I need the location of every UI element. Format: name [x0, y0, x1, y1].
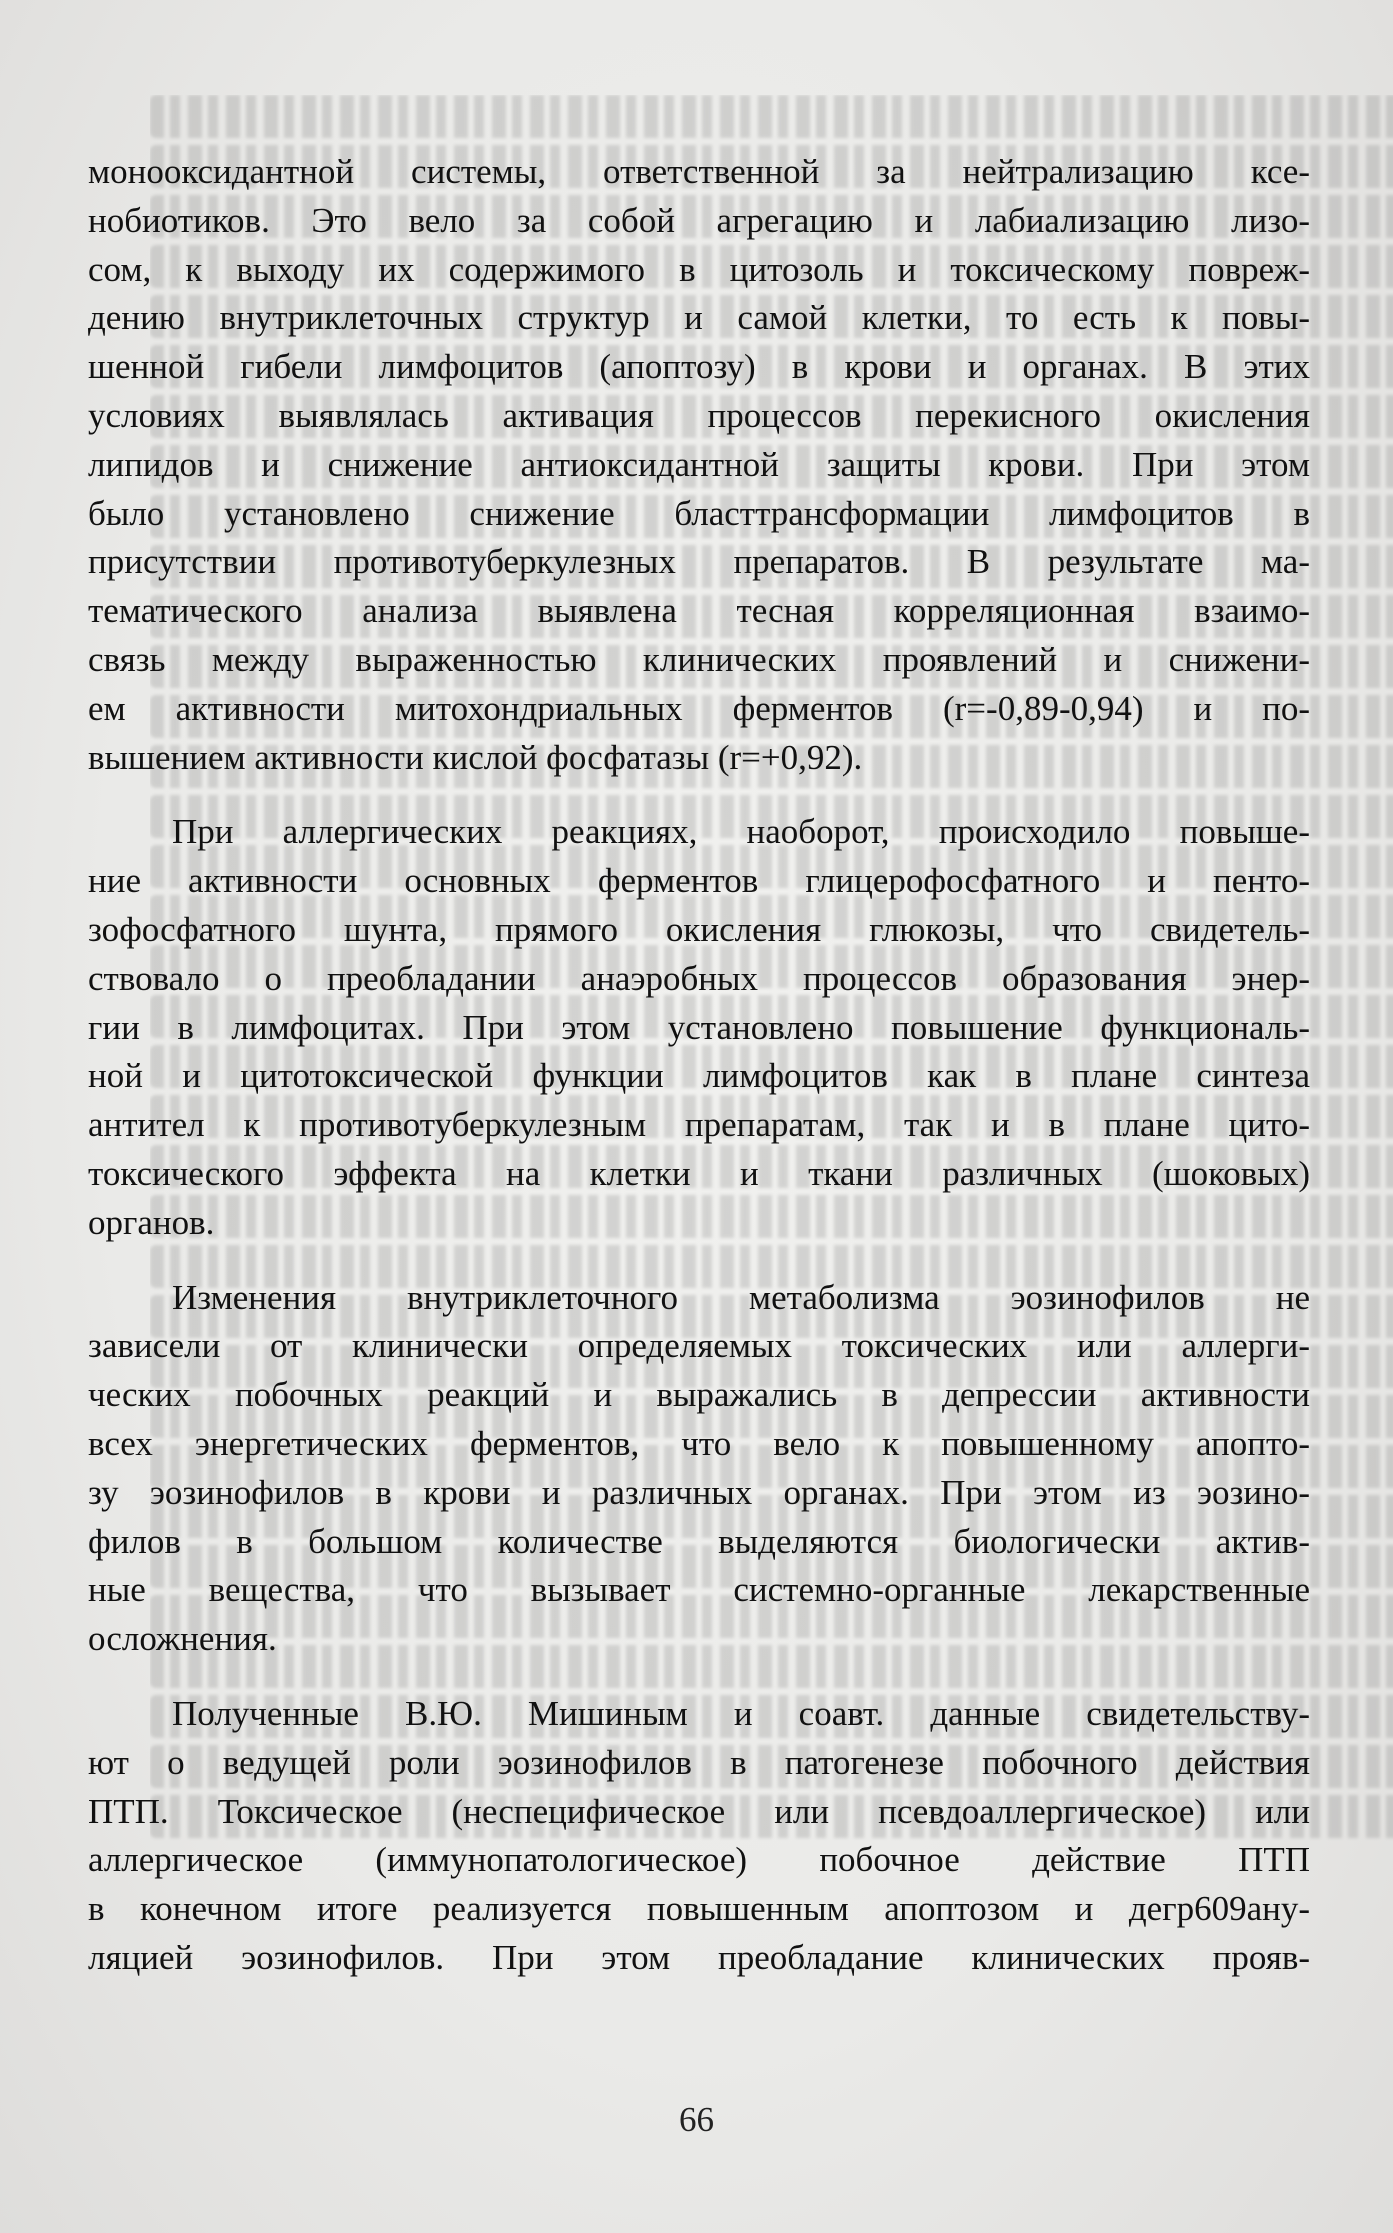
body-text [88, 148, 1310, 1983]
text-line: в конечном итоге реализуется повышенным апоптозом и дегр609ану- [88, 1889, 1310, 1929]
text-line: ческих побочных реакций и выражались в депрессии активности [88, 1375, 1310, 1415]
text-line: липидов и снижение антиоксидантной защиты крови. При этом [88, 444, 1310, 484]
text-line: зу эозинофилов в крови и различных органах. При этом из эозино- [88, 1472, 1310, 1512]
text-line: ем активности митохондриальных ферментов (r=-0,89-0,94) и по- [88, 688, 1310, 728]
text-line: присутствии противотуберкулезных препаратов. В результате ма- [88, 542, 1310, 582]
paragraph [88, 148, 1310, 782]
text-line: всех энергетических ферментов, что вело к повышенному апопто- [88, 1423, 1310, 1463]
text-line: нобиотиков. Это вело за собой агрегацию и лабиализацию лизо- [88, 200, 1310, 240]
text-line: зофосфатного шунта, прямого окисления глюкозы, что свидетель- [88, 909, 1310, 949]
text-line: органов. [88, 1202, 215, 1242]
text-line: гии в лимфоцитах. При этом установлено повышение функциональ- [88, 1007, 1310, 1047]
paragraph [88, 1690, 1310, 1983]
paragraph [88, 808, 1310, 1247]
text-line: антител к противотуберкулезным препаратам, так и в плане цито- [88, 1105, 1310, 1145]
text-line: ствовало о преобладании анаэробных процессов образования энер- [88, 958, 1310, 998]
text-line: условиях выявлялась активация процессов перекисного окисления [88, 395, 1310, 435]
text-line: ляцией эозинофилов. При этом преобладание клинических прояв- [88, 1937, 1310, 1977]
text-line: связь между выраженностью клинических проявлений и снижени- [88, 639, 1310, 679]
text-line: сом, к выходу их содержимого в цитозоль и токсическому повреж- [88, 249, 1310, 289]
text-line: филов в большом количестве выделяются биологически актив- [88, 1521, 1310, 1561]
text-line: ние активности основных ферментов глицерофосфатного и пенто- [88, 861, 1310, 901]
text-line: зависели от клинически определяемых токсических или аллерги- [88, 1326, 1310, 1366]
text-line: Изменения внутриклеточного метаболизма эозинофилов не [172, 1277, 1310, 1317]
text-line: токсического эффекта на клетки и ткани различных (шоковых) [88, 1153, 1310, 1193]
page-number: 66 [679, 2100, 714, 2139]
text-line: аллергическое (иммунопатологическое) побочное действие ПТП [88, 1840, 1310, 1880]
text-line: шенной гибели лимфоцитов (апоптозу) в крови и органах. В этих [88, 347, 1310, 387]
text-line: тематического анализа выявлена тесная корреляционная взаимо- [88, 591, 1310, 631]
text-line: было установлено снижение бласттрансформации лимфоцитов в [88, 493, 1310, 533]
text-line: При аллергических реакциях, наоборот, происходило повыше- [172, 812, 1310, 852]
text-line: вышением активности кислой фосфатазы (r=+0,92). [88, 737, 863, 777]
text-line: осложнения. [88, 1619, 277, 1659]
text-line: Полученные В.Ю. Мишиным и соавт. данные свидетельству- [172, 1693, 1310, 1733]
text-line: монооксидантной системы, ответственной за нейтрализацию ксе- [88, 152, 1310, 191]
text-line: дению внутриклеточных структур и самой клетки, то есть к повы- [88, 298, 1310, 338]
text-line: ной и цитотоксической функции лимфоцитов как в плане синтеза [88, 1056, 1310, 1096]
paragraph [88, 1274, 1310, 1664]
text-line: ют о ведущей роли эозинофилов в патогенезе побочного действия [88, 1742, 1310, 1782]
text-line: ПТП. Токсическое (неспецифическое или псевдоаллергическое) или [88, 1791, 1310, 1831]
text-line: ные вещества, что вызывает системно-органные лекарственные [88, 1570, 1310, 1610]
